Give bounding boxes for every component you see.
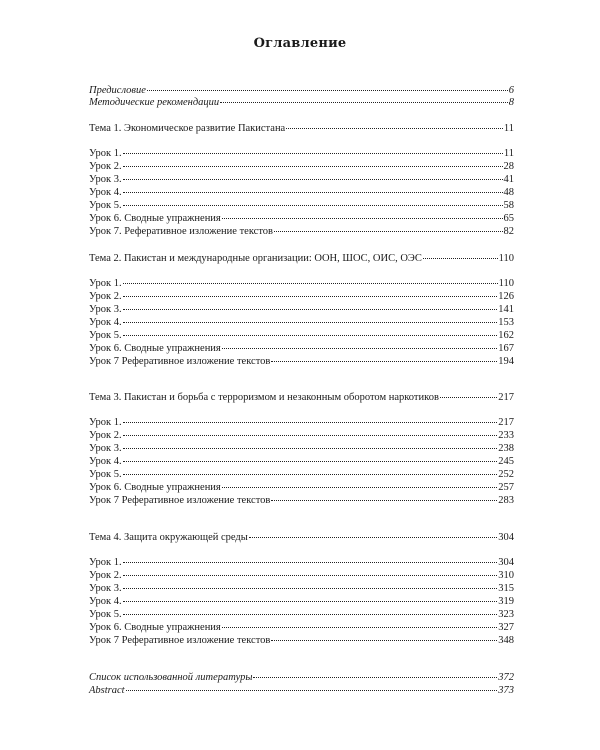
dot-leader bbox=[123, 421, 498, 423]
dot-leader bbox=[253, 676, 497, 678]
toc-lesson[interactable] bbox=[89, 173, 514, 186]
toc-lesson-page: 110 bbox=[498, 278, 514, 289]
toc-lesson-page: 327 bbox=[498, 622, 514, 633]
toc-topic-title: Тема 1. Экономическое развитие Пакистана bbox=[89, 123, 286, 134]
toc-lesson-page: 304 bbox=[498, 557, 514, 568]
toc-lesson[interactable] bbox=[89, 455, 514, 468]
dot-leader bbox=[123, 334, 498, 336]
toc-lesson[interactable] bbox=[89, 329, 514, 342]
toc-entry-label: Abstract bbox=[89, 685, 125, 696]
toc-entry-page: 372 bbox=[498, 672, 514, 683]
toc-lesson-label: Урок 6. Сводные упражнения bbox=[89, 622, 221, 633]
toc-lesson-label: Урок 2. bbox=[89, 291, 122, 302]
toc-lesson-label: Урок 4. bbox=[89, 187, 122, 198]
toc-lesson-label: Урок 7. Реферативное изложение текстов bbox=[89, 226, 273, 237]
toc-lesson-page: 217 bbox=[498, 417, 514, 428]
toc-lesson-label: Урок 6. Сводные упражнения bbox=[89, 482, 221, 493]
toc-lesson-page: 141 bbox=[498, 304, 514, 315]
toc-topic-3[interactable] bbox=[89, 391, 514, 404]
toc-lesson-label: Урок 4. bbox=[89, 456, 122, 467]
dot-leader bbox=[123, 447, 498, 449]
dot-leader bbox=[147, 89, 508, 91]
toc-topic-page: 304 bbox=[498, 532, 514, 543]
toc-lesson-label: Урок 3. bbox=[89, 304, 122, 315]
toc-lesson-label: Урок 3. bbox=[89, 174, 122, 185]
toc-lesson-page: 58 bbox=[503, 200, 514, 211]
page-title: Оглавление bbox=[253, 36, 347, 51]
toc-topic-title: Тема 2. Пакистан и международные организации: ООН, ШОС, ОИС, ОЭС bbox=[89, 253, 422, 264]
toc-lesson[interactable] bbox=[89, 621, 514, 634]
dot-leader bbox=[123, 295, 498, 297]
dot-leader bbox=[123, 473, 498, 475]
toc-lesson[interactable] bbox=[89, 481, 514, 494]
dot-leader bbox=[222, 347, 497, 349]
dot-leader bbox=[220, 101, 508, 103]
toc-lesson-label: Урок 3. bbox=[89, 443, 122, 454]
toc-lesson[interactable] bbox=[89, 342, 514, 355]
toc-entry-label: Список использованной литературы bbox=[89, 672, 253, 683]
toc-entry-abstract[interactable] bbox=[89, 684, 514, 697]
toc-lesson-page: 319 bbox=[498, 596, 514, 607]
toc-lesson-page: 153 bbox=[498, 317, 514, 328]
toc-lesson-label: Урок 4. bbox=[89, 596, 122, 607]
toc-lesson-label: Урок 5. bbox=[89, 609, 122, 620]
toc-lesson[interactable] bbox=[89, 199, 514, 212]
toc-topic-1[interactable] bbox=[89, 122, 514, 135]
toc-lesson[interactable] bbox=[89, 569, 514, 582]
toc-topic-2[interactable] bbox=[89, 252, 514, 265]
toc-lesson-label: Урок 5. bbox=[89, 200, 122, 211]
dot-leader bbox=[123, 613, 498, 615]
toc-lesson-page: 257 bbox=[498, 482, 514, 493]
toc-lesson[interactable] bbox=[89, 442, 514, 455]
toc-topic-title: Тема 4. Защита окружающей среды bbox=[89, 532, 248, 543]
dot-leader bbox=[274, 230, 503, 232]
dot-leader bbox=[423, 257, 498, 259]
toc-lesson-label: Урок 7 Реферативное изложение текстов bbox=[89, 635, 271, 646]
dot-leader bbox=[123, 191, 503, 193]
toc-lesson-label: Урок 4. bbox=[89, 317, 122, 328]
toc-lesson-page: 315 bbox=[498, 583, 514, 594]
toc-lesson[interactable] bbox=[89, 595, 514, 608]
toc-lesson-page: 233 bbox=[498, 430, 514, 441]
toc-lesson-page: 283 bbox=[498, 495, 514, 506]
dot-leader bbox=[126, 689, 498, 691]
toc-lesson-page: 11 bbox=[503, 148, 514, 159]
dot-leader bbox=[222, 486, 497, 488]
toc-lesson-page: 194 bbox=[498, 356, 514, 367]
toc-lesson[interactable] bbox=[89, 416, 514, 429]
toc-lesson-page: 65 bbox=[503, 213, 514, 224]
toc-lesson[interactable] bbox=[89, 608, 514, 621]
toc-topic-page: 110 bbox=[498, 253, 514, 264]
toc-entry-guidelines[interactable] bbox=[89, 96, 514, 109]
toc-lesson-label: Урок 7 Реферативное изложение текстов bbox=[89, 356, 271, 367]
dot-leader bbox=[123, 434, 498, 436]
toc-lesson[interactable] bbox=[89, 303, 514, 316]
toc-topic-page: 11 bbox=[503, 123, 514, 134]
dot-leader bbox=[286, 127, 503, 129]
toc-lesson-page: 252 bbox=[498, 469, 514, 480]
toc-lesson[interactable] bbox=[89, 186, 514, 199]
toc-entry-label: Методические рекомендации bbox=[89, 97, 220, 108]
dot-leader bbox=[123, 460, 498, 462]
toc-lesson-page: 41 bbox=[503, 174, 514, 185]
dot-leader bbox=[271, 499, 497, 501]
toc-entry-page: 8 bbox=[508, 97, 514, 108]
dot-leader bbox=[123, 561, 498, 563]
toc-lesson-page: 162 bbox=[498, 330, 514, 341]
toc-lesson-page: 48 bbox=[503, 187, 514, 198]
toc-lesson[interactable] bbox=[89, 494, 514, 507]
dot-leader bbox=[123, 178, 503, 180]
toc-lesson-label: Урок 1. bbox=[89, 278, 122, 289]
dot-leader bbox=[249, 536, 497, 538]
toc-lesson-label: Урок 5. bbox=[89, 469, 122, 480]
dot-leader bbox=[123, 152, 503, 154]
dot-leader bbox=[440, 396, 497, 398]
dot-leader bbox=[123, 574, 498, 576]
toc-lesson[interactable] bbox=[89, 277, 514, 290]
toc-lesson[interactable] bbox=[89, 316, 514, 329]
toc-lesson-page: 238 bbox=[498, 443, 514, 454]
toc-entry-label: Предисловие bbox=[89, 85, 146, 96]
toc-lesson-page: 28 bbox=[503, 161, 514, 172]
toc-topic-4[interactable] bbox=[89, 531, 514, 544]
dot-leader bbox=[123, 204, 503, 206]
toc-lesson-page: 167 bbox=[498, 343, 514, 354]
toc-lesson-label: Урок 5. bbox=[89, 330, 122, 341]
toc-lesson-label: Урок 2. bbox=[89, 570, 122, 581]
toc-topic-page: 217 bbox=[498, 392, 514, 403]
toc-lesson-label: Урок 6. Сводные упражнения bbox=[89, 213, 221, 224]
dot-leader bbox=[271, 360, 497, 362]
toc-entry-page: 373 bbox=[498, 685, 514, 696]
toc-lesson-page: 126 bbox=[498, 291, 514, 302]
toc-lesson[interactable] bbox=[89, 582, 514, 595]
toc-lesson-page: 310 bbox=[498, 570, 514, 581]
toc-lesson-label: Урок 1. bbox=[89, 557, 122, 568]
toc-lesson-label: Урок 3. bbox=[89, 583, 122, 594]
dot-leader bbox=[123, 282, 498, 284]
toc-lesson-label: Урок 1. bbox=[89, 148, 122, 159]
toc-lesson[interactable] bbox=[89, 355, 514, 368]
toc-lesson-label: Урок 2. bbox=[89, 430, 122, 441]
toc-lesson[interactable] bbox=[89, 468, 514, 481]
toc-lesson[interactable] bbox=[89, 147, 514, 160]
toc-lesson-page: 82 bbox=[503, 226, 514, 237]
toc-lesson[interactable] bbox=[89, 290, 514, 303]
dot-leader bbox=[222, 626, 497, 628]
dot-leader bbox=[123, 165, 503, 167]
toc-lesson[interactable] bbox=[89, 429, 514, 442]
toc-lesson-page: 348 bbox=[498, 635, 514, 646]
toc-lesson[interactable] bbox=[89, 160, 514, 173]
toc-lesson[interactable] bbox=[89, 212, 514, 225]
toc-lesson-label: Урок 6. Сводные упражнения bbox=[89, 343, 221, 354]
dot-leader bbox=[123, 587, 498, 589]
dot-leader bbox=[271, 639, 497, 641]
toc-lesson-label: Урок 2. bbox=[89, 161, 122, 172]
toc-lesson-label: Урок 7 Реферативное изложение текстов bbox=[89, 495, 271, 506]
toc-lesson-page: 245 bbox=[498, 456, 514, 467]
toc-lesson-label: Урок 1. bbox=[89, 417, 122, 428]
toc-entry-bibliography[interactable] bbox=[89, 671, 514, 684]
toc-lesson-page: 323 bbox=[498, 609, 514, 620]
dot-leader bbox=[222, 217, 503, 219]
toc-topic-title: Тема 3. Пакистан и борьба с терроризмом и незаконным оборотом наркотиков bbox=[89, 392, 439, 403]
toc-lesson[interactable] bbox=[89, 225, 514, 238]
toc-lesson[interactable] bbox=[89, 556, 514, 569]
dot-leader bbox=[123, 321, 498, 323]
toc-entry-page: 6 bbox=[508, 85, 514, 96]
toc-lesson[interactable] bbox=[89, 634, 514, 647]
dot-leader bbox=[123, 308, 498, 310]
dot-leader bbox=[123, 600, 498, 602]
